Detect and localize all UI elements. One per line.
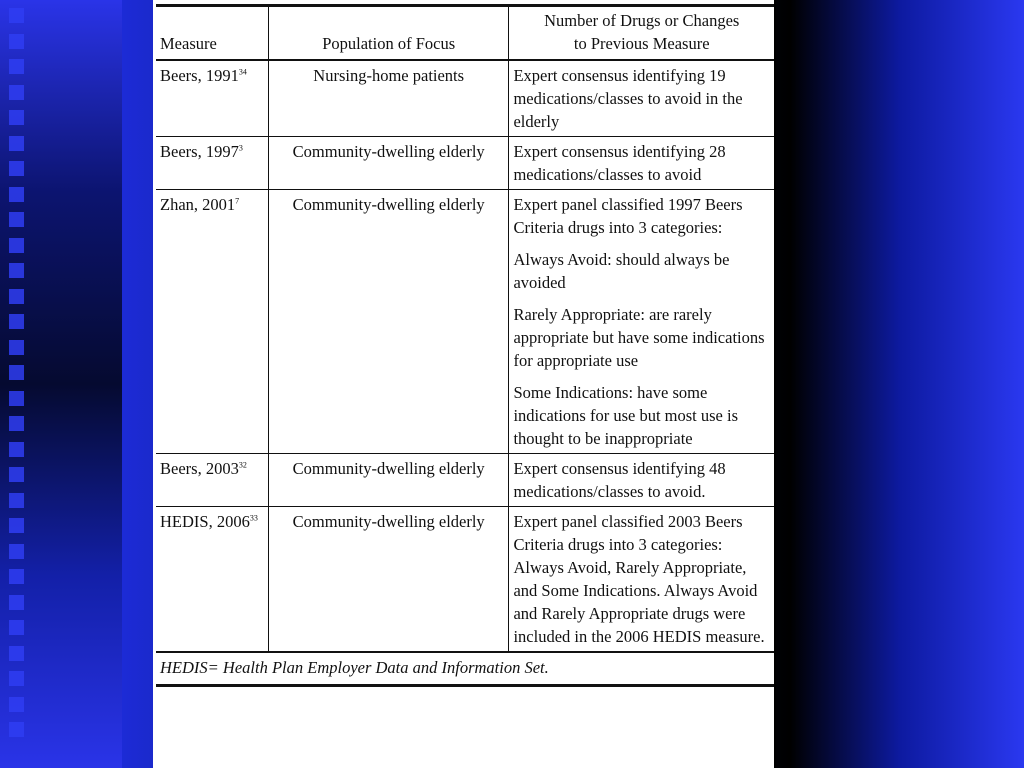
decorative-square: [9, 59, 24, 74]
measure-name: Zhan, 2001: [160, 195, 236, 214]
decorative-square: [9, 85, 24, 100]
decorative-square: [9, 518, 24, 533]
changes-cell: [509, 137, 774, 190]
decorative-square: [9, 467, 24, 482]
changes-cell: [509, 507, 774, 653]
measure-name: Beers, 1997: [160, 142, 239, 161]
decorative-square: [9, 569, 24, 584]
reference-number: 32: [238, 460, 247, 470]
header-population: Population of Focus: [268, 6, 509, 61]
decorative-square: [9, 110, 24, 125]
population-cell: Community-dwelling elderly: [268, 190, 509, 454]
population-cell: Community-dwelling elderly: [268, 507, 509, 653]
header-changes-line1: Number of Drugs or Changes: [544, 11, 740, 30]
decorative-square: [9, 620, 24, 635]
table-row: [156, 507, 774, 653]
slide-content: [153, 0, 774, 768]
decorative-square: [9, 391, 24, 406]
decorative-square: [9, 212, 24, 227]
decorative-square: [9, 136, 24, 151]
decorative-square: [9, 442, 24, 457]
changes-paragraph: Expert consensus identifying 48 medications/classes to avoid.: [513, 459, 726, 501]
header-measure: Measure: [156, 6, 268, 61]
decorative-square: [9, 493, 24, 508]
changes-cell: [509, 190, 774, 454]
decorative-square: [9, 34, 24, 49]
header-changes-line2: to Previous Measure: [573, 34, 710, 53]
population-cell: Community-dwelling elderly: [268, 454, 509, 507]
changes-paragraph: Expert panel classified 1997 Beers Criteria drugs into 3 categories:: [513, 195, 743, 237]
reference-number: 3: [238, 143, 243, 153]
measure-cell: [156, 60, 268, 137]
measure-name: Beers, 1991: [160, 66, 239, 85]
decorative-square: [9, 416, 24, 431]
changes-paragraph: Always Avoid: should always be avoided: [513, 250, 730, 292]
table-row: [156, 60, 774, 137]
table-row: [156, 190, 774, 454]
left-decorative-strip: [0, 0, 122, 768]
table-body: [156, 60, 774, 652]
decorative-square: [9, 314, 24, 329]
decorative-square: [9, 671, 24, 686]
decorative-square: [9, 697, 24, 712]
decorative-square: [9, 263, 24, 278]
changes-paragraph: Expert consensus identifying 28 medications/classes to avoid: [513, 142, 726, 184]
decorative-square: [9, 646, 24, 661]
reference-number: 34: [238, 67, 247, 77]
measure-cell: [156, 454, 268, 507]
population-cell: Nursing-home patients: [268, 60, 509, 137]
reference-number: 33: [249, 513, 258, 523]
measure-name: HEDIS, 2006: [160, 512, 250, 531]
changes-paragraph: Expert panel classified 2003 Beers Criteria drugs into 3 categories: Always Avoid, Rarely Appropriate, and Some Indications. Always Avoid and Rarely Appropriate drugs were included in the 2006 HEDIS measure.: [513, 512, 765, 646]
footnote: HEDIS= Health Plan Employer Data and Information Set.: [160, 658, 549, 677]
decorative-square: [9, 238, 24, 253]
table-header-row: [156, 6, 774, 61]
decorative-square: [9, 8, 24, 23]
table-row: [156, 137, 774, 190]
reference-number: 7: [235, 196, 240, 206]
header-changes: [509, 6, 774, 61]
table-row: [156, 454, 774, 507]
measure-cell: [156, 190, 268, 454]
decorative-square: [9, 595, 24, 610]
decorative-squares: [9, 8, 29, 748]
changes-paragraph: Rarely Appropriate: are rarely appropriate but have some indications for appropriate use: [513, 305, 765, 370]
population-cell: Community-dwelling elderly: [268, 137, 509, 190]
decorative-square: [9, 340, 24, 355]
decorative-square: [9, 187, 24, 202]
measure-name: Beers, 2003: [160, 459, 239, 478]
decorative-square: [9, 161, 24, 176]
drug-measures-table: [156, 4, 774, 687]
changes-paragraph: Some Indications: have some indications for use but most use is thought to be inappropriate: [513, 383, 739, 448]
decorative-square: [9, 722, 24, 737]
changes-paragraph: Expert consensus identifying 19 medications/classes to avoid in the elderly: [513, 66, 743, 131]
decorative-square: [9, 544, 24, 559]
measure-cell: [156, 507, 268, 653]
footnote-row: [156, 652, 774, 686]
decorative-square: [9, 365, 24, 380]
changes-cell: [509, 454, 774, 507]
decorative-square: [9, 289, 24, 304]
slide-right-border: [774, 0, 776, 768]
changes-cell: [509, 60, 774, 137]
measure-cell: [156, 137, 268, 190]
